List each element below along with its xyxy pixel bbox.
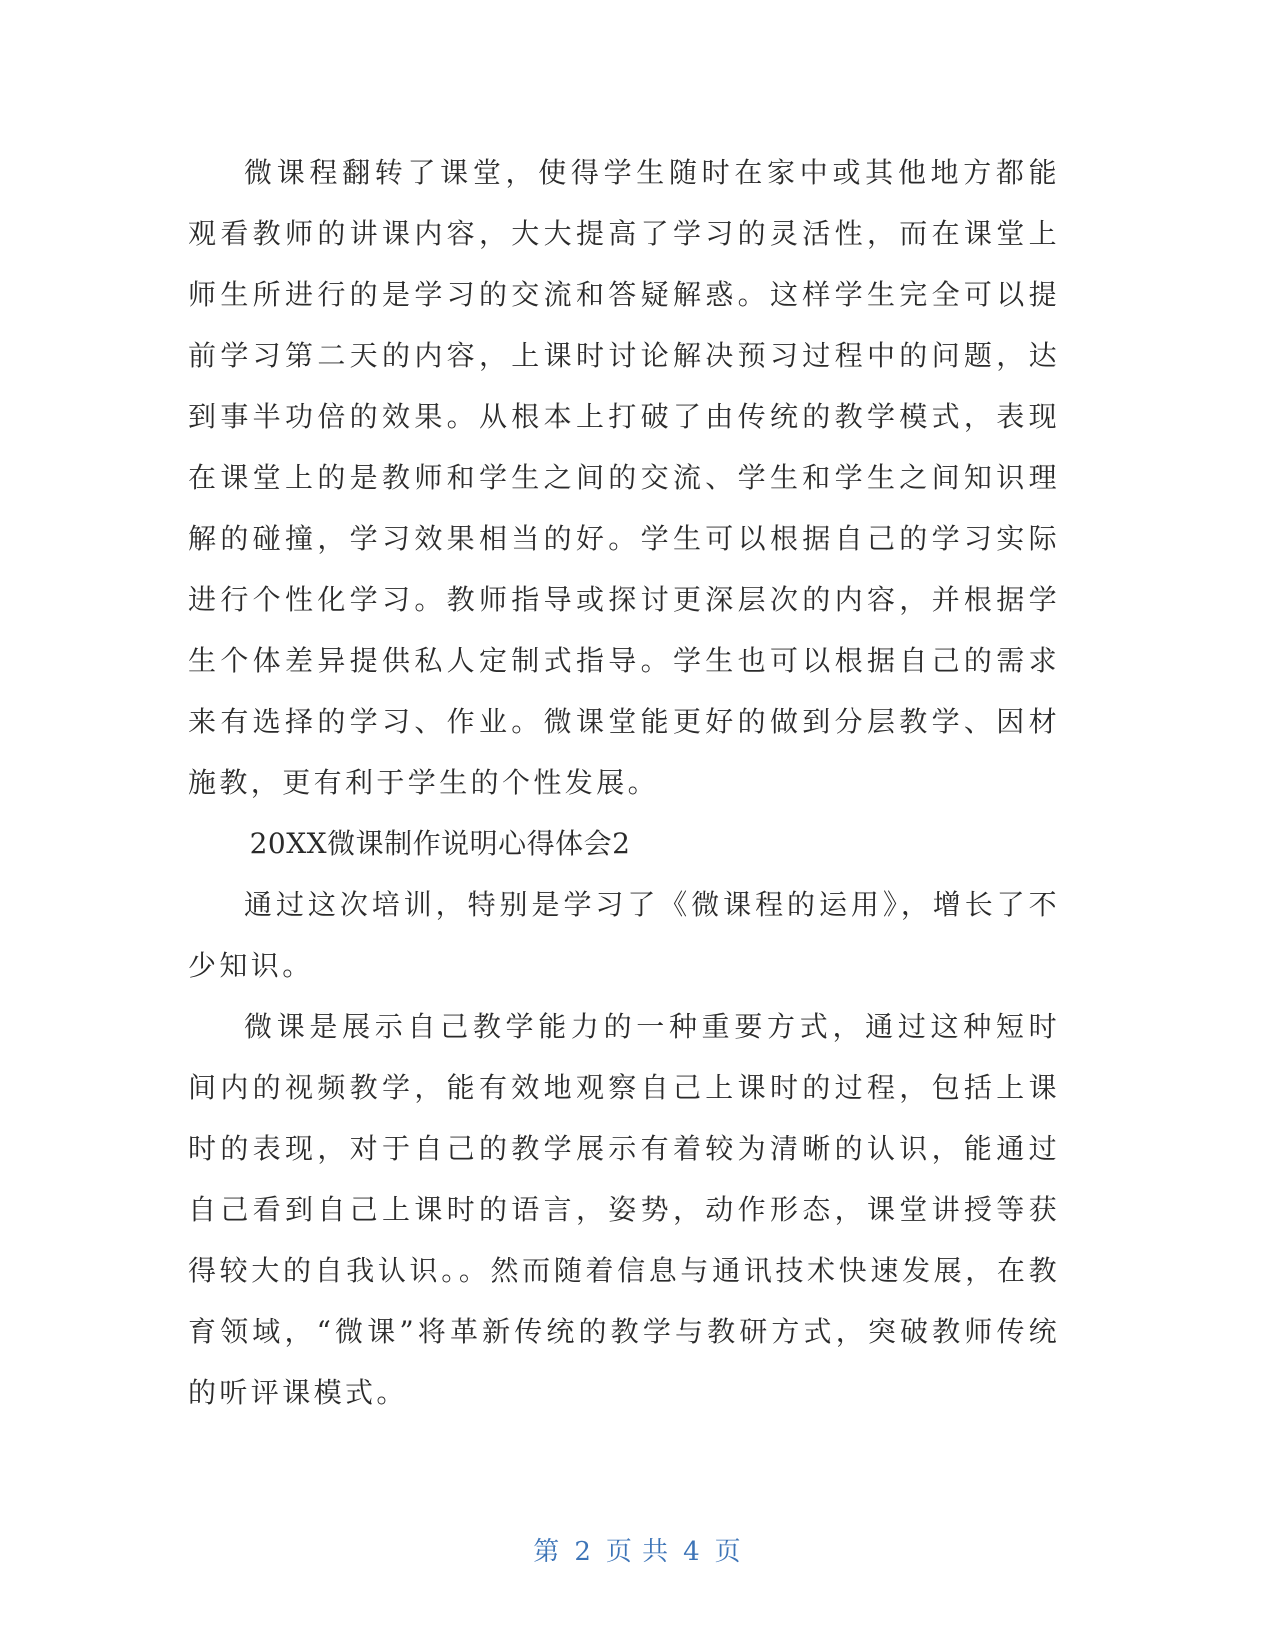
- footer-total-pages: 4: [683, 1537, 701, 1567]
- page-footer: [0, 1536, 1275, 1568]
- footer-suffix: 页: [714, 1537, 742, 1567]
- paragraph-flipped-classroom: 微课程翻转了课堂，使得学生随时在家中或其他地方都能观看教师的讲课内容，大大提高了学习的灵活性，而在课堂上师生所进行的是学习的交流和答疑解惑。这样学生完全可以提前学习第二天的内容，上课时讨论解决预习过程中的问题，达到事半功倍的效果。从根本上打破了由传统的教学模式，表现在课堂上的是教师和学生之间的交流、学生和学生之间知识理解的碰撞，学习效果相当的好。学生可以根据自己的学习实际进行个性化学习。教师指导或探讨更深层次的内容，并根据学生个体差异提供私人定制式指导。学生也可以根据自己的需求来有选择的学习、作业。微课堂能更好的做到分层教学、因材施教，更有利于学生的个性发展。: [188, 156, 1060, 799]
- section-heading: 20XX微课制作说明心得体会2: [249, 827, 631, 860]
- paragraph-training: 通过这次培训，特别是学习了《微课程的运用》，增长了不少知识。: [188, 888, 1060, 982]
- footer-current-page: 2: [574, 1537, 592, 1567]
- footer-middle: 页 共: [605, 1537, 670, 1567]
- footer-prefix: 第: [533, 1537, 561, 1567]
- paragraph-micro-lesson: 微课是展示自己教学能力的一种重要方式，通过这种短时间内的视频教学，能有效地观察自己上课时的过程，包括上课时的表现，对于自己的教学展示有着较为清晰的认识，能通过自己看到自己上课时的语言，姿势，动作形态，课堂讲授等获得较大的自我认识。。然而随着信息与通讯技术快速发展，在教育领域，“微课”将革新传统的教学与教研方式，突破教师传统的听评课模式。: [188, 1010, 1060, 1409]
- document-body: [188, 142, 1060, 1423]
